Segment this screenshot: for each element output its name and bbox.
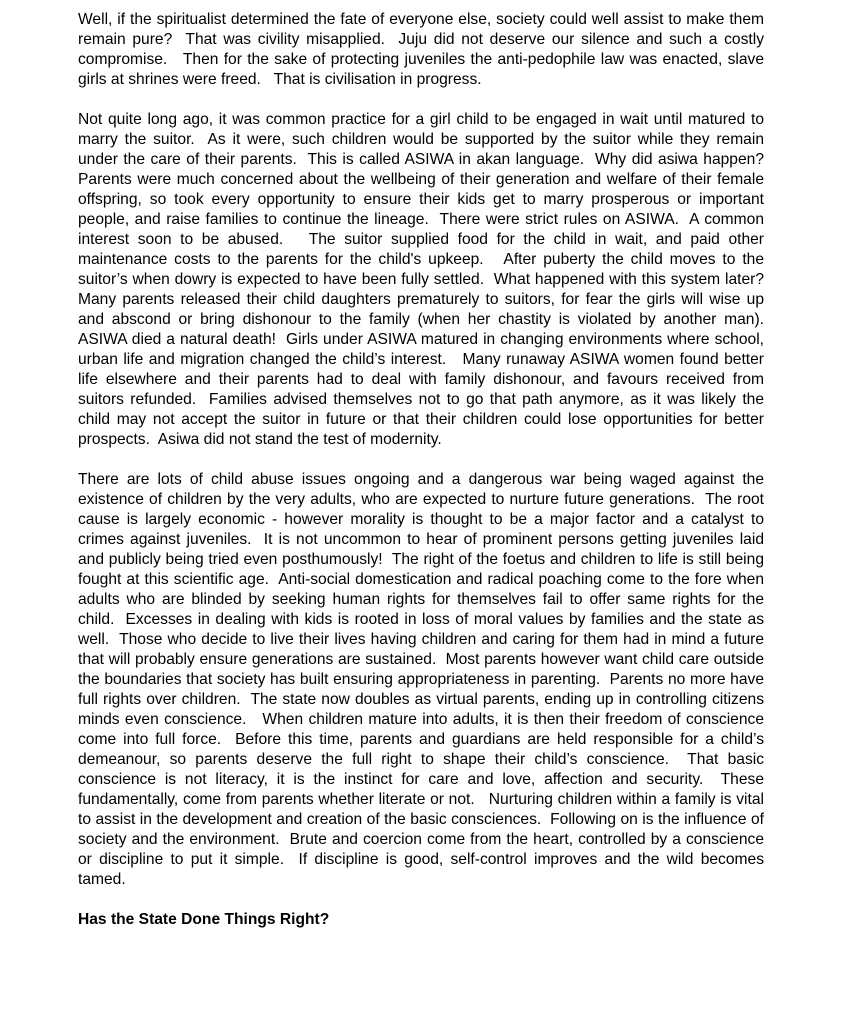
paragraph-asiwa: Not quite long ago, it was common practice for a girl child to be engaged in wait until matured to marry the suitor. As it were, such children would be supported by the suitor while they remain under the care of their parents. This is called ASIWA in akan language. Why did asiwa happen? Parents were much concerned about the wellbeing of their generation and welfare of their female offspring, so took every opportunity to ensure their kids get to marry prosperous or important people, and raise families to continue the lineage. There were strict rules on ASIWA. A common interest soon to be abused. The suitor supplied food for the child in wait, and paid other maintenance costs to the parents for the child's upkeep. After puberty the child moves to the suitor’s when dowry is expected to have been fully settled. What happened with this system later? Many parents released their child daughters prematurely to suitors, for fear the girls will wise up and abscond or bring dishonour to the family (when her chastity is violated by another man). ASIWA died a natural death! Girls under ASIWA matured in changing environments where school, urban life and migration changed the child’s interest. Many runaway ASIWA women found better life elsewhere and their parents had to deal with family dishonour, and favours received from suitors refunded. Families advised themselves not to go that path anymore, as it was likely the child may not accept the suitor in future or that their children could lose opportunities for better prospects. Asiwa did not stand the test of modernity. [78, 111, 773, 448]
paragraph-child-abuse: There are lots of child abuse issues ongoing and a dangerous war being waged against the existence of children by the very adults, who are expected to nurture future generations. The root cause is largely economic - however morality is thought to be a major factor and a catalyst to crimes against juveniles. It is not uncommon to hear of prominent persons getting juveniles laid and publicly being tried even posthumously! The right of the foetus and children to life is still being fought at this scientific age. Anti-social domestication and radical poaching come to the fore when adults who are blinded by seeking human rights for themselves fail to offer same rights for the child. Excesses in dealing with kids is rooted in loss of moral values by families and the state as well. Those who decide to live their lives having children and caring for them had in mind a future that will probably ensure generations are sustained. Most parents however want child care outside the boundaries that society has built ensuring appropriateness in parenting. Parents no more have full rights over children. The state now doubles as virtual parents, ending up in controlling citizens minds even conscience. When children mature into adults, it is then their freedom of conscience come into full force. Before this time, parents and guardians are held responsible for a child’s demeanour, so parents deserve the full right to shape their child’s conscience. That basic conscience is not literacy, it is the instinct for care and love, affection and security. These fundamentally, come from parents whether literate or not. Nurturing children within a family is vital to assist in the development and creation of the basic consciences. Following on is the influence of society and the environment. Brute and coercion come from the heart, controlled by a conscience or discipline to put it simple. If discipline is good, self-control improves and the wild becomes tamed. [78, 471, 769, 888]
section-heading: Has the State Done Things Right? [78, 911, 330, 928]
paragraph-spiritualist: Well, if the spiritualist determined the fate of everyone else, society could well assist to make them remain pure? That was civility misapplied. Juju did not deserve our silence and such a costly compromise. Then for the sake of protecting juveniles the anti-pedophile law was enacted, slave girls at shrines were freed. That is civilisation in progress. [78, 11, 769, 88]
document-page [78, 10, 773, 930]
